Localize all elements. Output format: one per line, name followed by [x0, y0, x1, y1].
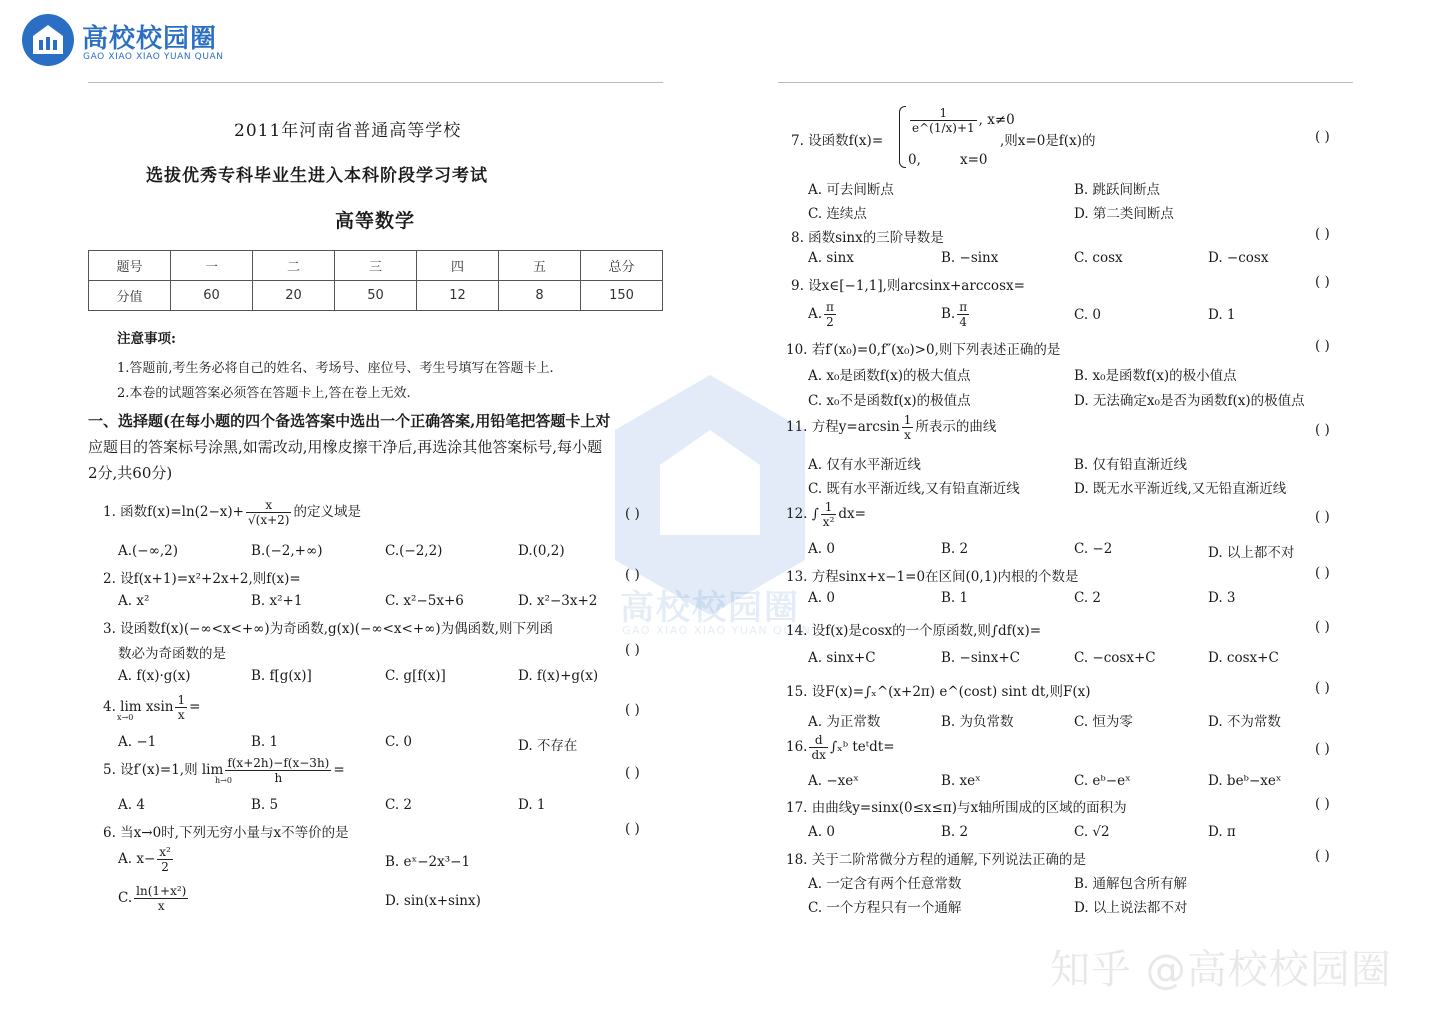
answer-paren: ( ): [625, 702, 640, 718]
question-5: 5. 设f′(x)=1,则 lim $\frac{f(x+2h)-f(x-3h)}{h}$ =: [103, 756, 345, 785]
option-b: B. 通解包含所有解: [1074, 876, 1188, 892]
option-b: B. −sinx: [941, 250, 999, 266]
option-c: C.(−2,2): [385, 543, 443, 559]
fraction: $\frac{1}{x}$: [177, 693, 186, 722]
option-a: A. −1: [118, 734, 157, 750]
question-16: 16. $\frac{d}{dx}$ ∫ₓᵇ teᵗdt=: [786, 733, 895, 762]
table-cell: 二: [253, 251, 335, 281]
table-cell: 一: [171, 251, 253, 281]
limit-subscript: h→0: [215, 776, 232, 785]
question-14: 14. 设f(x)是cosx的一个原函数,则∫df(x)=: [786, 623, 1042, 639]
option-b: B. $\frac{\pi}{4}$: [941, 300, 968, 329]
section1-instructions-line1: 一、选择题(在每小题的四个备选答案中选出一个正确答案,用铅笔把答题卡上对: [88, 412, 611, 430]
option-c: C. cosx: [1074, 250, 1123, 266]
option-a: A. sinx+C: [808, 650, 876, 666]
piecewise-case-2: 0,: [908, 152, 921, 168]
left-page-rule: [88, 82, 663, 83]
right-page-rule: [778, 82, 1353, 83]
limit-subscript: x→0: [117, 713, 134, 722]
question-3-line1: 3. 设函数f(x)(−∞<x<+∞)为奇函数,g(x)(−∞<x<+∞)为偶函数,则下列函: [103, 621, 553, 637]
option-a: A. x₀是函数f(x)的极大值点: [808, 368, 971, 384]
option-c: C. −cosx+C: [1074, 650, 1156, 666]
option-b: B. 仅有铅直渐近线: [1074, 457, 1188, 473]
option-c: C. $\frac{\text{ln(1+x²)}}{x}$: [118, 884, 187, 913]
answer-paren: ( ): [625, 642, 640, 658]
option-a: A. −xeˣ: [808, 773, 859, 789]
table-cell: 五: [499, 251, 581, 281]
answer-paren: ( ): [1315, 509, 1330, 525]
question-8: 8. 函数sinx的三阶导数是: [791, 230, 944, 246]
table-cell: 题号: [89, 251, 171, 281]
fraction: $\frac{\pi}{2}$: [826, 300, 834, 329]
option-d: D. 3: [1208, 590, 1236, 606]
table-cell: 150: [581, 281, 663, 311]
option-c: C. 0: [1074, 307, 1102, 323]
fraction: $\frac{\text{x²}}{2}$: [159, 845, 171, 874]
score-table: [88, 250, 663, 311]
option-d: D. 1: [1208, 307, 1236, 323]
piecewise-case-2-condition: x=0: [960, 152, 988, 168]
logo-title: 高校校园圈: [82, 24, 218, 54]
answer-paren: ( ): [625, 765, 640, 781]
answer-paren: ( ): [1315, 129, 1330, 145]
option-b: B. 为负常数: [941, 714, 1014, 730]
answer-paren: ( ): [625, 506, 640, 522]
table-cell: 8: [499, 281, 581, 311]
option-d: D. beᵇ−xeˣ: [1208, 773, 1282, 789]
option-c: C. g[f(x)]: [385, 668, 446, 684]
answer-paren: ( ): [625, 567, 640, 583]
option-d: D. −cosx: [1208, 250, 1269, 266]
answer-paren: ( ): [1315, 848, 1330, 864]
question-3-line2: 数必为奇函数的是: [118, 646, 226, 662]
option-d: D. sin(x+sinx): [385, 893, 481, 909]
option-a: A. 0: [808, 590, 835, 606]
fraction: $\frac{f(x+2h)-f(x-3h)}{h}$: [227, 756, 330, 785]
exam-subject: 高等数学: [335, 210, 416, 232]
option-d: D. 不存在: [518, 738, 578, 754]
table-cell: 50: [335, 281, 417, 311]
question-9: 9. 设x∈[−1,1],则arcsinx+arccosx=: [791, 278, 1025, 294]
option-c: C. 连续点: [808, 206, 867, 222]
fraction: $\frac{1}{x}$: [903, 413, 912, 442]
question-7-tail: ,则x=0是f(x)的: [1000, 133, 1096, 149]
answer-paren: ( ): [1315, 741, 1330, 757]
option-c: C. 0: [385, 734, 413, 750]
option-d: D.(0,2): [518, 543, 565, 559]
option-d: D. 以上说法都不对: [1074, 900, 1188, 916]
notice-item-2: 2.本卷的试题答案必须答在答题卡上,答在卷上无效.: [117, 386, 411, 401]
logo-badge-icon: [22, 14, 74, 66]
option-a: A. 0: [808, 541, 835, 557]
option-c: C. 恒为零: [1074, 714, 1133, 730]
question-4: 4. lim xsin $\frac{1}{x}$ =: [103, 693, 201, 722]
option-b: B. 2: [941, 824, 969, 840]
logo-subtitle: GAO XIAO XIAO YUAN QUAN: [83, 52, 224, 62]
option-b: B. −sinx+C: [941, 650, 1021, 666]
option-b: B.(−2,+∞): [251, 543, 323, 559]
question-12: 12. ∫ $\frac{1}{\text{x²}}$ dx=: [786, 500, 866, 529]
fraction: $\frac{\pi}{4}$: [959, 300, 968, 329]
table-cell: 总分: [581, 251, 663, 281]
option-d: D. x²−3x+2: [518, 593, 598, 609]
answer-paren: ( ): [1315, 422, 1330, 438]
option-b: B. f[g(x)]: [251, 668, 312, 684]
option-a: A. 仅有水平渐近线: [808, 457, 921, 473]
exam-title-line1: 2011年河南省普通高等学校: [234, 121, 462, 141]
option-a: A. $\frac{\pi}{2}$: [808, 300, 834, 329]
option-d: D. 不为常数: [1208, 714, 1281, 730]
option-a: A. 4: [118, 797, 145, 813]
answer-paren: ( ): [1315, 796, 1330, 812]
piecewise-case-1: $\frac{1}{e\^{}(1/x)+1}$ , x≠0: [912, 106, 1015, 135]
watermark-subtext: GAO XIAO XIAO YUAN QUAN: [622, 624, 812, 637]
option-b: B. x²+1: [251, 593, 303, 609]
fraction: $\frac{\text{ln(1+x²)}}{x}$: [136, 884, 187, 913]
table-cell: 20: [253, 281, 335, 311]
option-c: C. 既有水平渐近线,又有铅直渐近线: [808, 481, 1020, 497]
answer-paren: ( ): [1315, 619, 1330, 635]
option-b: B. 1: [251, 734, 279, 750]
option-d: D. f(x)+g(x): [518, 668, 599, 684]
question-7: 7. 设函数f(x)=: [791, 133, 884, 149]
answer-paren: ( ): [1315, 680, 1330, 696]
option-b: B. eˣ−2x³−1: [385, 854, 471, 870]
fraction: $\frac{1}{\text{x²}}$: [822, 500, 835, 529]
option-a: A. 为正常数: [808, 714, 881, 730]
notice-item-1: 1.答题前,考生务必将自己的姓名、考场号、座位号、考生号填写在答题卡上.: [117, 361, 554, 376]
score-table-header-row: [89, 251, 663, 281]
question-2: 2. 设f(x+1)=x²+2x+2,则f(x)=: [103, 571, 301, 587]
option-b: B. xeˣ: [941, 773, 981, 789]
question-18: 18. 关于二阶常微分方程的通解,下列说法正确的是: [786, 852, 1087, 868]
table-cell: 12: [417, 281, 499, 311]
option-b: B. 2: [941, 541, 969, 557]
option-d: D. 既无水平渐近线,又无铅直渐近线: [1074, 481, 1287, 497]
exam-title-line2: 选拔优秀专科毕业生进入本科阶段学习考试: [146, 166, 488, 186]
option-a: A. 可去间断点: [808, 182, 894, 198]
option-b: B. 跳跃间断点: [1074, 182, 1161, 198]
fraction: $\frac{1}{e\^{}(1/x)+1}$: [912, 106, 975, 135]
option-a: A. 0: [808, 824, 835, 840]
score-table-value-row: [89, 281, 663, 311]
question-6: 6. 当x→0时,下列无穷小量与x不等价的是: [103, 825, 349, 841]
table-cell: 三: [335, 251, 417, 281]
question-15: 15. 设F(x)=∫ₓ^(x+2π) e^(cost) sint dt,则F(x): [786, 684, 1091, 700]
option-a: A. f(x)·g(x): [118, 668, 191, 684]
question-1-text: 1. 函数f(x)=ln(2−x)+: [103, 504, 244, 520]
watermark-text: 高校校园圈: [620, 588, 800, 628]
question-11: 11. 方程y=arcsin $\frac{1}{x}$ 所表示的曲线: [786, 413, 997, 442]
option-a: A. sinx: [808, 250, 854, 266]
table-cell: 60: [171, 281, 253, 311]
option-a: A.(−∞,2): [118, 543, 179, 559]
section1-instructions-line3: 2分,共60分): [88, 464, 173, 482]
option-c: C. x₀不是函数f(x)的极值点: [808, 393, 971, 409]
option-c: C. x²−5x+6: [385, 593, 464, 609]
option-c: C. 2: [1074, 590, 1102, 606]
zhihu-watermark: 知乎 @高校校园圈: [1050, 947, 1392, 993]
option-c: C. 2: [385, 797, 413, 813]
option-d: D. π: [1208, 824, 1236, 840]
option-b: B. x₀是函数f(x)的极小值点: [1074, 368, 1237, 384]
option-d: D. 无法确定x₀是否为函数f(x)的极值点: [1074, 393, 1305, 409]
table-cell: 分值: [89, 281, 171, 311]
answer-paren: ( ): [1315, 565, 1330, 581]
fraction: $\frac{x}{√(x+2)}$: [248, 498, 290, 527]
option-d: D. 第二类间断点: [1074, 206, 1174, 222]
option-c: C. 一个方程只有一个通解: [808, 900, 962, 916]
answer-paren: ( ): [1315, 226, 1330, 242]
question-1: 1. 函数f(x)=ln(2−x)+ $\frac{x}{√(x+2)}$ 的定义域是: [103, 498, 361, 527]
table-cell: 四: [417, 251, 499, 281]
question-10: 10. 若f′(x₀)=0,f″(x₀)>0,则下列表述正确的是: [786, 342, 1061, 358]
option-d: D. 1: [518, 797, 546, 813]
option-b: B. 5: [251, 797, 279, 813]
option-c: C. −2: [1074, 541, 1113, 557]
option-d: D. 以上都不对: [1208, 545, 1295, 561]
option-c: C. √2: [1074, 824, 1110, 840]
question-17: 17. 由曲线y=sinx(0≤x≤π)与x轴所围成的区域的面积为: [786, 800, 1127, 816]
section1-instructions-line2: 应题目的答案标号涂黑,如需改动,用橡皮擦干净后,再选涂其他答案标号,每小题: [88, 438, 603, 456]
notice-title: 注意事项:: [117, 331, 176, 347]
answer-paren: ( ): [625, 821, 640, 837]
option-a: A. x²: [118, 593, 150, 609]
option-b: B. 1: [941, 590, 969, 606]
piecewise-brace: [899, 106, 906, 168]
logo: [22, 14, 262, 74]
fraction: $\frac{d}{dx}$: [811, 733, 826, 762]
option-c: C. eᵇ−eˣ: [1074, 773, 1131, 789]
option-a: A. x− $\frac{\text{x²}}{2}$: [118, 845, 171, 874]
option-a: A. 一定含有两个任意常数: [808, 876, 962, 892]
answer-paren: ( ): [1315, 338, 1330, 354]
question-13: 13. 方程sinx+x−1=0在区间(0,1)内根的个数是: [786, 569, 1079, 585]
answer-paren: ( ): [1315, 274, 1330, 290]
option-d: D. cosx+C: [1208, 650, 1279, 666]
